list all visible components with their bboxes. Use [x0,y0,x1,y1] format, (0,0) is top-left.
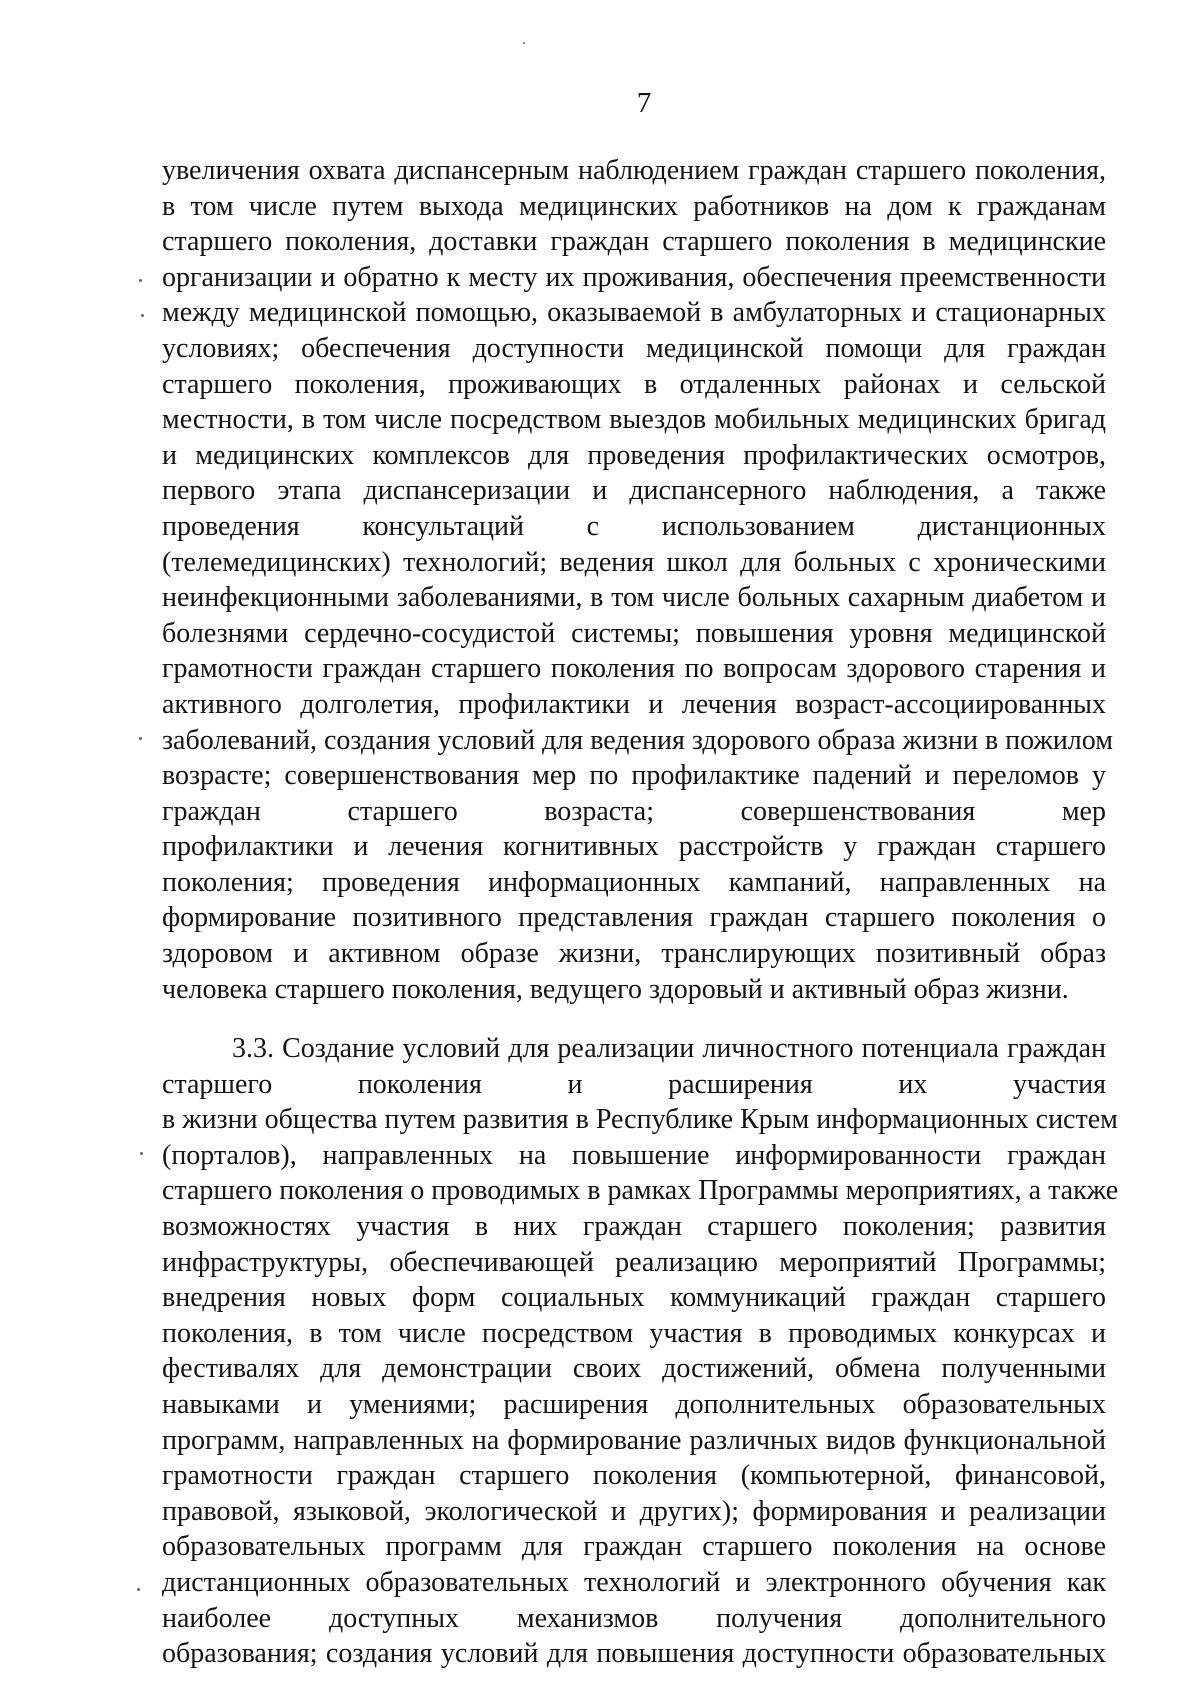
text-line: условиях; обеспечения доступности медицинской помощи для граждан [162,332,1106,364]
text-line: внедрения новых форм социальных коммуникаций граждан старшего [162,1282,1106,1314]
scan-speck [137,1588,140,1591]
text-line: (телемедицинских) технологий; ведения школ для больных с хроническими [162,546,1106,578]
text-line: проведения консультаций с использованием дистанционных [162,510,1106,542]
text-line: увеличения охвата диспансерным наблюдением граждан старшего поколения, [162,155,1106,186]
text-line: поколения; проведения информационных кампаний, направленных на [162,866,1106,898]
text-line: формирование позитивного представления граждан старшего поколения о [162,902,1106,934]
scan-speck [139,737,142,740]
text-line: профилактики и лечения когнитивных расстройств у граждан старшего [162,831,1106,863]
text-line: болезнями сердечно-сосудистой системы; повышения уровня медицинской [162,617,1106,649]
text-line: первого этапа диспансеризации и диспансерного наблюдения, а также [162,475,1106,507]
text-line: старшего поколения, доставки граждан старшего поколения в медицинские [162,226,1106,258]
text-line: граждан старшего возраста; совершенствования мер [162,795,1106,827]
text-line: правовой, языковой, экологической и других); формирования и реализации [162,1495,1106,1527]
text-line: старшего поколения и расширения их участия [162,1068,1106,1100]
text-line: грамотности граждан старшего поколения по вопросам здорового старения и [162,653,1106,685]
scan-speck [141,314,144,317]
text-line: местности, в том числе посредством выездов мобильных медицинских бригад [162,404,1106,436]
scan-speck [139,279,142,282]
section-heading-line: 3.3. Создание условий для реализации личностного потенциала граждан [232,1033,1106,1064]
text-line: (порталов), направленных на повышение информированности граждан [162,1139,1106,1171]
text-line: в том числе путем выхода медицинских работников на дом к гражданам [162,190,1106,222]
text-line: навыками и умениями; расширения дополнительных образовательных [162,1388,1106,1420]
text-line: программ, направленных на формирование различных видов функциональной [162,1424,1106,1456]
text-line: образования; создания условий для повышения доступности образовательных [162,1638,1106,1670]
scan-speck [523,42,525,44]
text-line: возрасте; совершенствования мер по профилактике падений и переломов у [162,760,1106,792]
text-line: образовательных программ для граждан старшего поколения на основе [162,1531,1106,1563]
paragraph-healthcare [162,153,1113,1007]
text-line: человека старшего поколения, ведущего здоровый и активный образ жизни. [162,973,1069,1005]
text-line: и медицинских комплексов для проведения профилактических осмотров, [162,439,1106,471]
paragraph-section-3-3 [162,1031,1119,1672]
text-line: фестивалях для демонстрации своих достижений, обмена полученными [162,1353,1106,1385]
text-line: возможностях участия в них граждан старшего поколения; развития [162,1210,1106,1242]
text-line: между медицинской помощью, оказываемой в амбулаторных и стационарных [162,297,1106,329]
text-line: здоровом и активном образе жизни, транслирующих позитивный образ [162,938,1106,970]
text-line: старшего поколения, проживающих в отдаленных районах и сельской [162,368,1106,400]
page-number: 7 [636,87,652,119]
scan-speck [140,1152,143,1155]
text-line: активного долголетия, профилактики и лечения возраст-ассоциированных [162,688,1106,720]
text-line: наиболее доступных механизмов получения дополнительного [162,1602,1106,1634]
text-line: дистанционных образовательных технологий и электронного обучения как [162,1566,1106,1598]
text-line: грамотности граждан старшего поколения (компьютерной, финансовой, [162,1460,1106,1492]
text-line: инфраструктуры, обеспечивающей реализацию мероприятий Программы; [162,1246,1106,1278]
text-line: поколения, в том числе посредством участия в проводимых конкурсах и [162,1317,1106,1349]
text-line: организации и обратно к месту их проживания, обеспечения преемственности [162,261,1106,293]
text-line: в жизни общества путем развития в Республике Крым информационных систем [162,1104,1118,1136]
text-line: неинфекционными заболеваниями, в том числе больных сахарным диабетом и [162,582,1106,614]
text-line: старшего поколения о проводимых в рамках Программы мероприятиях, а также [162,1175,1119,1207]
text-line: заболеваний, создания условий для ведения здорового образа жизни в пожилом [162,724,1113,756]
